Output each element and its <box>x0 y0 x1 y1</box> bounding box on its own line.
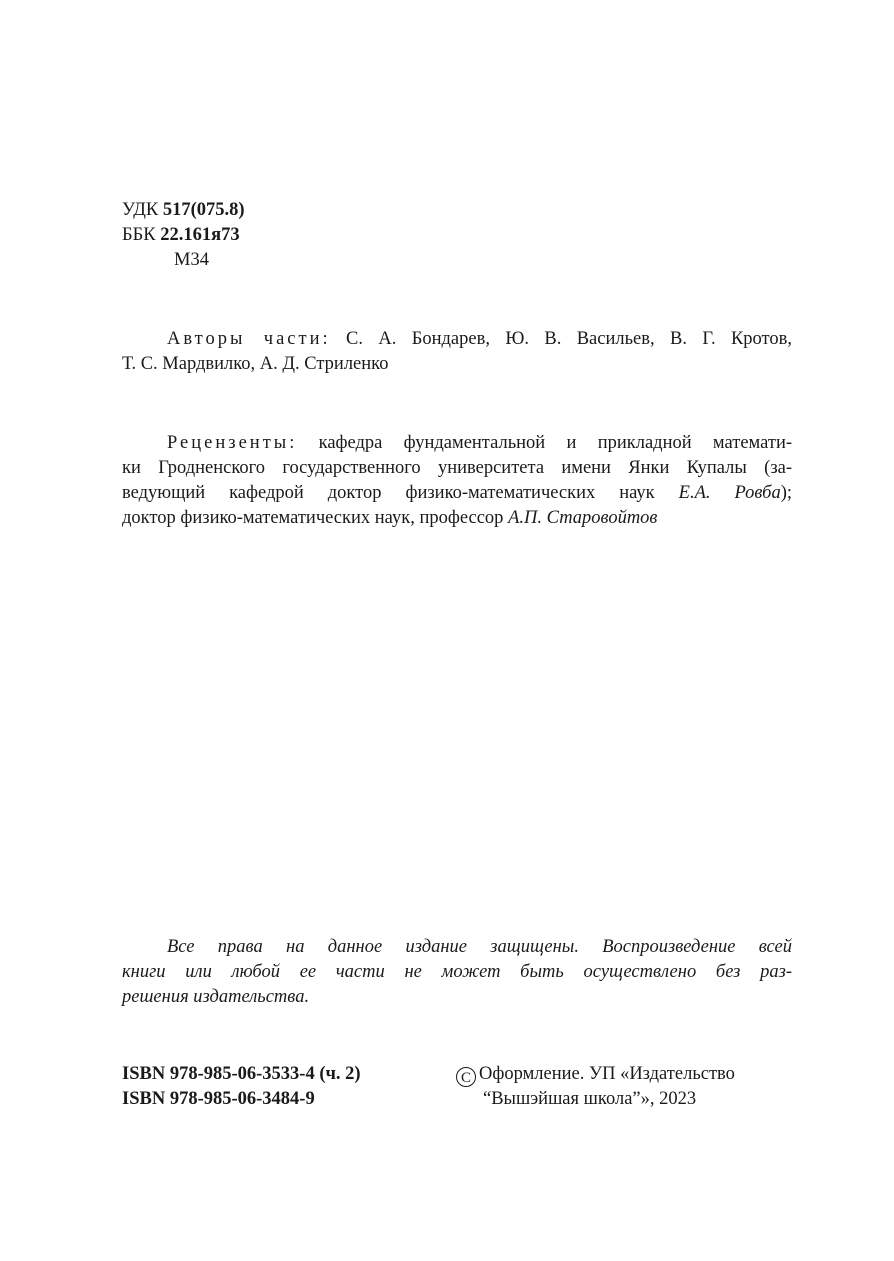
bbk-value: 22.161я73 <box>160 225 240 245</box>
copyright-line-2: “Вышэйшая школа”», 2023 <box>483 1089 697 1109</box>
reviewers-text-3: ведующий кафедрой доктор физико-математических наук <box>122 483 655 503</box>
reviewers-line-3 <box>122 481 792 506</box>
copyright-icon: C <box>456 1067 476 1087</box>
bbk-label: ББК <box>122 225 156 245</box>
authors-block <box>122 327 792 377</box>
copyright-line-1 <box>456 1062 796 1087</box>
isbn-line-2: ISBN 978-985-06-3484-9 <box>122 1089 315 1109</box>
reviewers-label: Рецензенты: <box>167 433 298 453</box>
reviewer-head-name <box>679 483 792 503</box>
isbn-line-1: ISBN 978-985-06-3533-4 (ч. 2) <box>122 1064 361 1084</box>
udk-line <box>122 198 792 223</box>
reviewers-block <box>122 431 792 531</box>
udk-label: УДК <box>122 200 159 220</box>
rights-line-1: Все права на данное издание защищены. Воспроизведение всей <box>167 937 792 957</box>
author-mark: М34 <box>174 250 209 270</box>
reviewers-text-1: кафедра фундаментальной и прикладной математи- <box>318 433 792 453</box>
reviewer-head-close: ); <box>780 483 793 503</box>
reviewers-line-1 <box>122 431 792 456</box>
authors-names-1: С. А. Бондарев, Ю. В. Васильев, В. Г. Кротов, <box>346 329 793 349</box>
isbn-block <box>122 1062 361 1112</box>
authors-label: Авторы части: <box>167 329 331 349</box>
rights-notice <box>122 935 792 1010</box>
rights-line-3: решения издательства. <box>122 987 310 1007</box>
reviewer-head-name-text: Е.А. Ровба <box>678 483 781 503</box>
rights-line-2: книги или любой ее части не может быть осуществлено без раз- <box>122 962 792 982</box>
reviewers-line-2: ки Гродненского государственного университета имени Янки Купалы (за- <box>122 458 792 478</box>
udk-value: 517(075.8) <box>162 200 245 220</box>
copyright-text-1: Оформление. УП «Издательство <box>479 1064 735 1084</box>
authors-line-2: Т. С. Мардвилко, А. Д. Стриленко <box>122 354 389 374</box>
classification-block <box>122 198 792 273</box>
reviewers-line-4 <box>122 506 792 531</box>
reviewers-text-4: доктор физико-математических наук, профессор <box>122 508 504 528</box>
authors-line-1 <box>122 327 792 352</box>
reviewer-professor-name: А.П. Старовойтов <box>508 508 658 528</box>
copyright-block <box>456 1062 796 1112</box>
bbk-line <box>122 223 792 248</box>
